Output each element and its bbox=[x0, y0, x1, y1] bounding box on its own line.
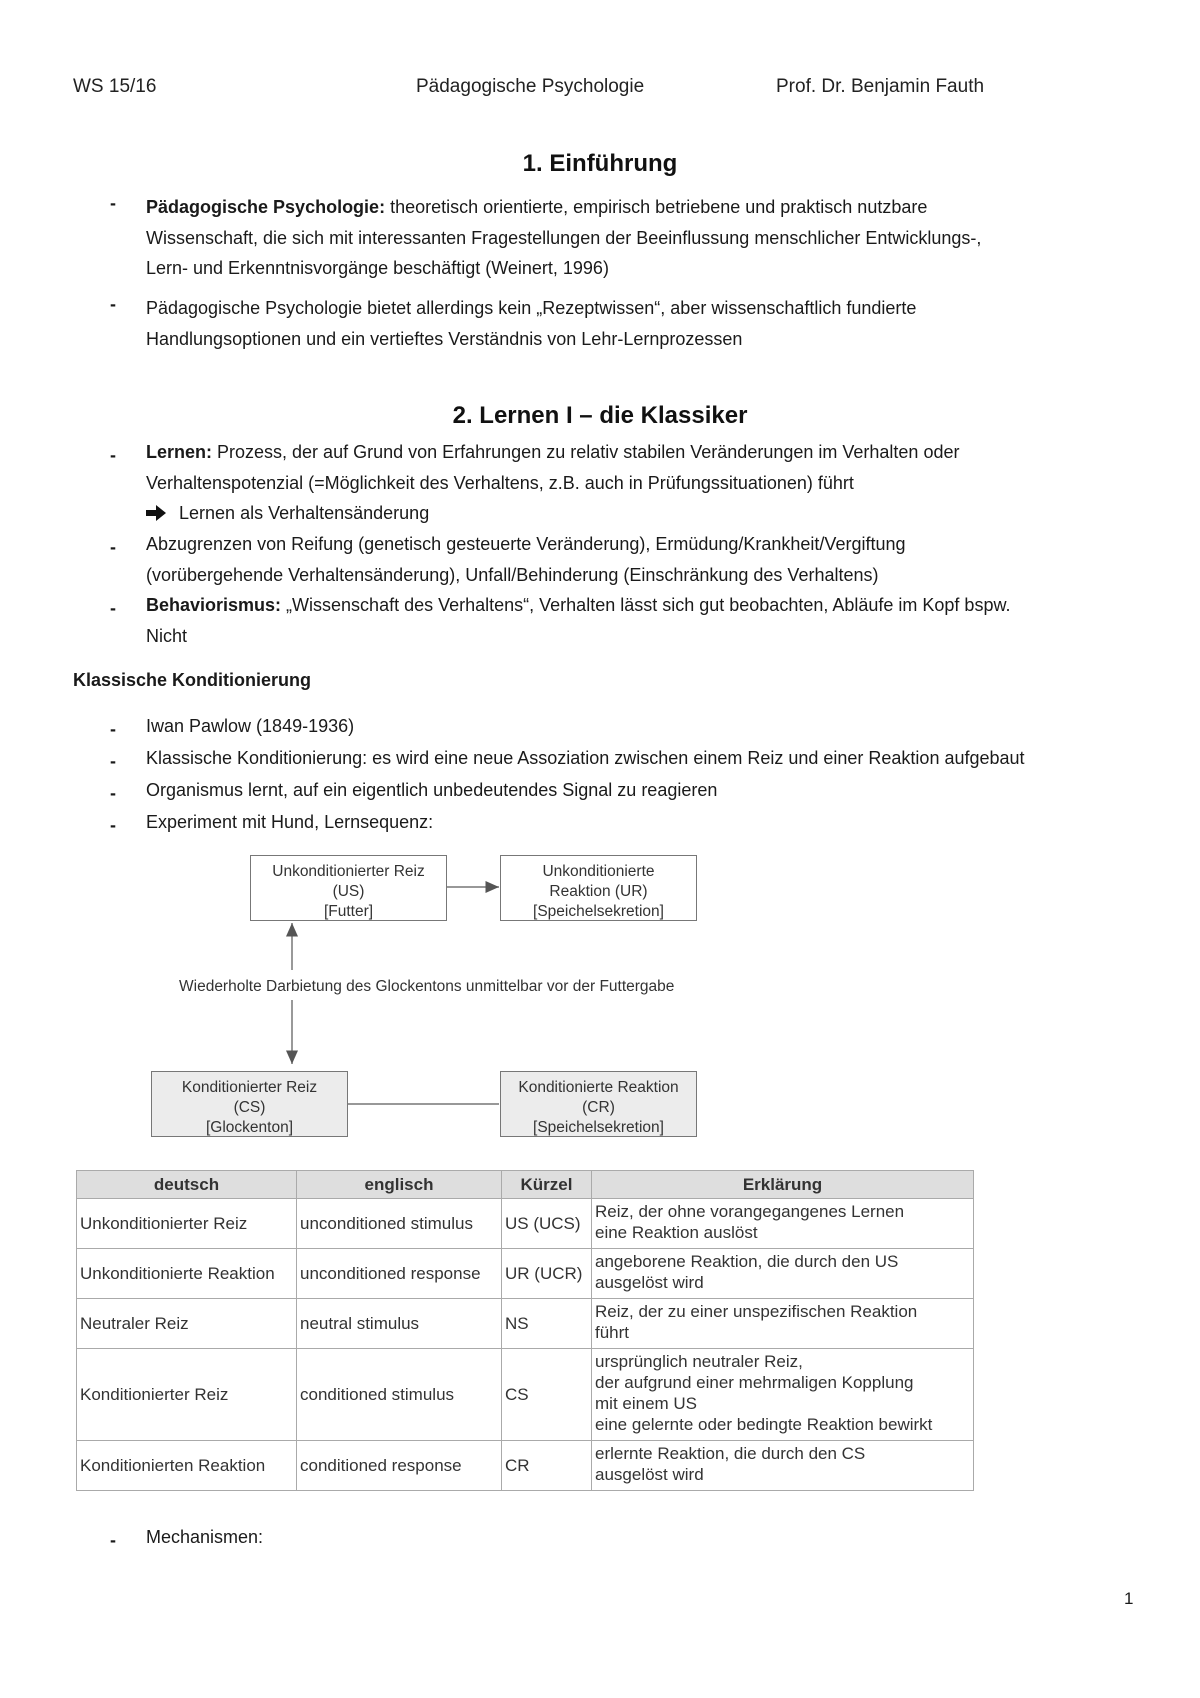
text-line: „Wissenschaft des Verhaltens“, Verhalten lässt sich gut beobachten, Abläufe im Kopf bspw. bbox=[281, 595, 1011, 615]
section-2-bullet-2 bbox=[146, 529, 906, 590]
term: Lernen: bbox=[146, 442, 213, 462]
text-line: (vorübergehende Verhaltensänderung), Unfall/Behinderung (Einschränkung des Verhaltens) bbox=[146, 564, 879, 585]
right-arrow-icon bbox=[146, 505, 166, 521]
table-cell: US (UCS) bbox=[502, 1199, 592, 1249]
implication-line bbox=[146, 498, 959, 529]
table-cell: neutral stimulus bbox=[297, 1299, 502, 1349]
box-line: Reaktion (UR) bbox=[549, 883, 648, 900]
header-left: WS 15/16 bbox=[73, 76, 157, 97]
bullet-marker: - bbox=[110, 719, 116, 739]
term: Behaviorismus: bbox=[146, 595, 282, 615]
header-center: Pädagogische Psychologie bbox=[416, 76, 645, 97]
table-cell: NS bbox=[502, 1299, 592, 1349]
box-line: (US) bbox=[332, 883, 365, 900]
text-line: Nicht bbox=[146, 625, 188, 646]
table-row bbox=[77, 1441, 974, 1491]
bullet-marker: - bbox=[110, 815, 116, 835]
bullet-marker: - bbox=[110, 537, 116, 557]
diagram-box-us bbox=[250, 855, 447, 921]
diagram-box-cs bbox=[151, 1071, 348, 1137]
table-cell: Unkonditionierter Reiz bbox=[77, 1199, 297, 1249]
column-header: Kürzel bbox=[502, 1171, 592, 1199]
table-cell: angeborene Reaktion, die durch den US ausgelöst wird bbox=[592, 1249, 974, 1299]
box-line: Unkonditionierte bbox=[542, 863, 655, 880]
table-cell: ursprünglich neutraler Reiz, der aufgrund einer mehrmaligen Kopplung mit einem US eine gelernte oder bedingte Reaktion bewirkt bbox=[592, 1349, 974, 1441]
table-cell: Konditionierten Reaktion bbox=[77, 1441, 297, 1491]
table-cell: Neutraler Reiz bbox=[77, 1299, 297, 1349]
column-header: deutsch bbox=[77, 1171, 297, 1199]
text-line: Lern- und Erkenntnisvorgänge beschäftigt (Weinert, 1996) bbox=[146, 258, 609, 278]
bullet-marker: - bbox=[110, 598, 116, 618]
table-cell: conditioned stimulus bbox=[297, 1349, 502, 1441]
bullet-marker: - bbox=[110, 445, 116, 465]
table-row bbox=[77, 1249, 974, 1299]
text-line: Handlungsoptionen und ein vertieftes Verständnis von Lehr-Lernprozessen bbox=[146, 328, 743, 349]
box-line: [Glockenton] bbox=[205, 1119, 294, 1136]
list-item: Iwan Pawlow (1849-1936) bbox=[146, 716, 355, 736]
section-2-bullet-3 bbox=[146, 590, 1010, 651]
subsection-title: Klassische Konditionierung bbox=[73, 670, 312, 690]
list-item: Mechanismen: bbox=[146, 1527, 264, 1547]
table-cell: UR (UCR) bbox=[502, 1249, 592, 1299]
list-item: Klassische Konditionierung: es wird eine neue Assoziation zwischen einem Reiz und einer Reaktion aufgebaut bbox=[146, 748, 1025, 768]
table-cell: CR bbox=[502, 1441, 592, 1491]
table-cell: Unkonditionierte Reaktion bbox=[77, 1249, 297, 1299]
table-cell: CS bbox=[502, 1349, 592, 1441]
box-line: Konditionierte Reaktion bbox=[518, 1079, 679, 1096]
section-1-title: 1. Einführung bbox=[522, 150, 678, 177]
table-cell: erlernte Reaktion, die durch den CS ausgelöst wird bbox=[592, 1441, 974, 1491]
table-row bbox=[77, 1349, 974, 1441]
box-line: (CR) bbox=[582, 1099, 615, 1116]
bullet-marker: - bbox=[110, 783, 116, 803]
diagram-box-cr bbox=[500, 1071, 697, 1137]
table-row bbox=[77, 1199, 974, 1249]
terminology-table bbox=[76, 1170, 974, 1491]
list-item: Organismus lernt, auf ein eigentlich unbedeutendes Signal zu reagieren bbox=[146, 780, 718, 800]
box-line: [Speichelsekretion] bbox=[533, 903, 664, 920]
text-line: Abzugrenzen von Reifung (genetisch gesteuerte Veränderung), Ermüdung/Krankheit/Vergiftung bbox=[146, 534, 906, 554]
bullet-marker: - bbox=[110, 1530, 116, 1550]
text-line: Verhaltenspotenzial (=Möglichkeit des Verhaltens, z.B. auch in Prüfungssituationen) führt bbox=[146, 472, 854, 493]
box-line: [Futter] bbox=[323, 903, 374, 920]
section-2-title: 2. Lernen I – die Klassiker bbox=[452, 402, 748, 429]
column-header: Erklärung bbox=[592, 1171, 974, 1199]
table-cell: Reiz, der ohne vorangegangenes Lernen eine Reaktion auslöst bbox=[592, 1199, 974, 1249]
text-line: theoretisch orientierte, empirisch betriebene und praktisch nutzbare bbox=[385, 197, 928, 217]
box-line: [Speichelsekretion] bbox=[533, 1119, 664, 1136]
page-number: 1 bbox=[1124, 1589, 1134, 1608]
table-header-row bbox=[77, 1171, 974, 1199]
table-row bbox=[77, 1299, 974, 1349]
bullet-marker: - bbox=[110, 751, 116, 771]
section-1-bullet-2 bbox=[146, 293, 916, 354]
box-line: (CS) bbox=[233, 1099, 266, 1116]
table-cell: Reiz, der zu einer unspezifischen Reaktion führt bbox=[592, 1299, 974, 1349]
section-1-bullet-1 bbox=[146, 192, 981, 284]
section-2-bullet-1 bbox=[146, 437, 959, 529]
box-line: Konditionierter Reiz bbox=[181, 1079, 318, 1096]
text-line: Pädagogische Psychologie bietet allerdings kein „Rezeptwissen“, aber wissenschaftlich fundierte bbox=[146, 298, 917, 318]
text-line: Prozess, der auf Grund von Erfahrungen zu relativ stabilen Veränderungen im Verhalten oder bbox=[212, 442, 960, 462]
diagram-middle-label: Wiederholte Darbietung des Glockentons unmittelbar vor der Futtergabe bbox=[179, 978, 675, 995]
table-cell: conditioned response bbox=[297, 1441, 502, 1491]
diagram-box-ur bbox=[500, 855, 697, 921]
table-cell: unconditioned response bbox=[297, 1249, 502, 1299]
implication-text: Lernen als Verhaltensänderung bbox=[179, 503, 430, 523]
bullet-marker: - bbox=[110, 193, 116, 213]
list-item: Experiment mit Hund, Lernsequenz: bbox=[146, 812, 434, 832]
text-line: Wissenschaft, die sich mit interessanten Fragestellungen der Beeinflussung menschlicher Entwicklungs-, bbox=[146, 227, 982, 248]
bullet-marker: - bbox=[110, 294, 116, 314]
term: Pädagogische Psychologie: bbox=[146, 197, 386, 217]
box-line: Unkonditionierter Reiz bbox=[272, 863, 425, 880]
table-cell: Konditionierter Reiz bbox=[77, 1349, 297, 1441]
table-cell: unconditioned stimulus bbox=[297, 1199, 502, 1249]
header-right: Prof. Dr. Benjamin Fauth bbox=[776, 76, 985, 97]
column-header: englisch bbox=[297, 1171, 502, 1199]
